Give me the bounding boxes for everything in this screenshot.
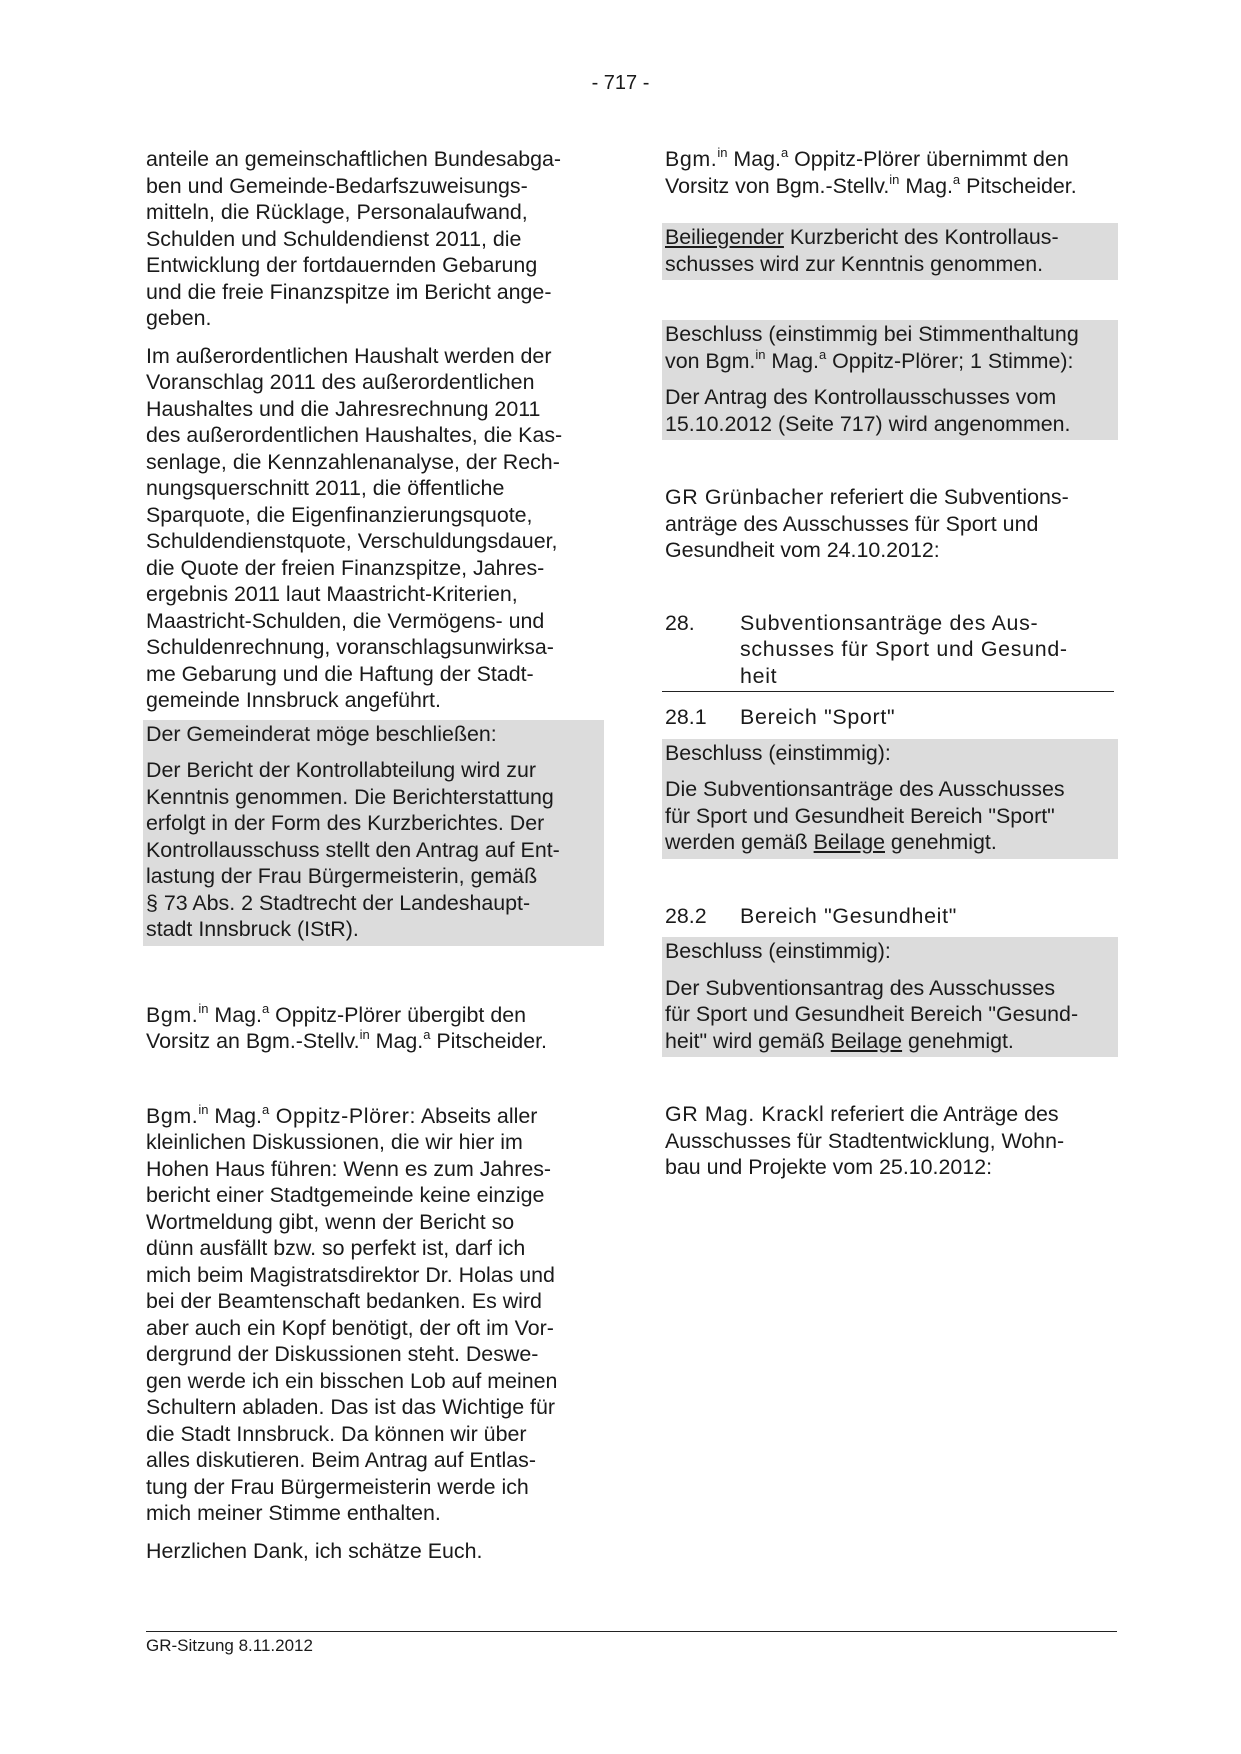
text-line <box>665 146 1120 173</box>
report-gruenbacher <box>665 484 1120 564</box>
text-line: die Stadt Innsbruck. Da können wir über <box>146 1421 527 1446</box>
text-line: für Sport und Gesundheit Bereich "Gesund- <box>665 1002 1079 1026</box>
superscript: a <box>780 145 789 160</box>
text-line: Der Bericht der Kontrollabteilung wird zur <box>146 758 536 782</box>
superscript: in <box>755 346 766 362</box>
mayor-speech <box>146 1103 601 1527</box>
chair-takeover <box>665 146 1120 199</box>
text-run: heit" wird gemäß <box>665 1028 831 1053</box>
text-line <box>665 484 1120 511</box>
chair-handover <box>146 1002 601 1055</box>
text-line: me Gebarung und die Haftung der Stadt- <box>146 661 534 686</box>
text-run: genehmigt. <box>884 830 997 854</box>
academic-title: Mag. <box>369 1029 424 1053</box>
text-line: Im außerordentlichen Haushalt werden der <box>146 343 552 368</box>
text-line: Schultern abladen. Das ist das Wichtige für <box>146 1395 556 1419</box>
text-line: gen werde ich ein bisschen Lob auf meinen <box>146 1368 558 1393</box>
speaker-title: Bgm. <box>665 147 718 171</box>
text-run: Pitscheider. <box>960 173 1077 198</box>
resolution-box <box>662 320 1118 440</box>
text-line: heit <box>740 663 778 688</box>
text-line <box>665 348 1115 375</box>
academic-title: Mag. <box>208 1002 262 1027</box>
text-line: des außerordentlichen Haushaltes, die Kas- <box>146 423 563 447</box>
attachment-link[interactable]: Beilage <box>830 1028 903 1053</box>
text-line: nungsquerschnitt 2011, die öffentliche <box>146 476 505 500</box>
text-run: Oppitz-Plörer; 1 Stimme): <box>826 348 1074 373</box>
speaker-title: Bgm. <box>146 1002 199 1027</box>
text-line: Kontrollausschuss stellt den Antrag auf Ent- <box>146 837 560 862</box>
superscript: in <box>198 1101 209 1117</box>
text-line: für Sport und Gesundheit Bereich "Sport" <box>665 803 1055 828</box>
text-line: tung der Frau Bürgermeisterin werde ich <box>146 1474 529 1499</box>
text-line: Ausschusses für Stadtentwicklung, Wohn- <box>665 1128 1065 1153</box>
agenda-number: 28.2 <box>665 903 707 928</box>
text-line: ben und Gemeinde-Bedarfszuweisungs- <box>146 173 528 198</box>
text-line: dergrund der Diskussionen steht. Deswe- <box>146 1342 539 1366</box>
academic-title: Mag. <box>727 147 781 171</box>
text-run: werden gemäß <box>665 830 814 854</box>
resolution-title: Beschluss (einstimmig): <box>665 939 891 963</box>
text-line <box>665 224 1115 251</box>
text-line: senlage, die Kennzahlenanalyse, der Rech- <box>146 449 560 474</box>
agenda-title: Bereich "Sport" <box>740 705 896 729</box>
text-line: lastung der Frau Bürgermeisterin, gemäß <box>146 864 538 888</box>
text-run: Vorsitz an Bgm.-Stellv. <box>146 1029 360 1053</box>
text-run: genehmigt. <box>902 1028 1014 1053</box>
text-line: bericht einer Stadtgemeinde keine einzige <box>146 1183 545 1207</box>
superscript: a <box>423 1027 431 1042</box>
speaker-title: Bgm. <box>146 1103 199 1128</box>
text-line: Wortmeldung gibt, wenn der Bericht so <box>146 1209 515 1234</box>
text-line: ergebnis 2011 laut Maastricht-Kriterien, <box>146 582 518 606</box>
text-run: referiert die Anträge des <box>824 1102 1059 1126</box>
agenda-title: Bereich "Gesundheit" <box>740 903 958 928</box>
speaker-name: GR Grünbacher <box>665 485 824 509</box>
text-line: kleinlichen Diskussionen, die wir hier im <box>146 1130 523 1154</box>
text-line: Entwicklung der fortdauernden Gebarung <box>146 253 538 277</box>
text-line: 15.10.2012 (Seite 717) wird angenommen. <box>665 411 1071 436</box>
paragraph-extraordinary-budget <box>146 343 601 714</box>
text-line: § 73 Abs. 2 Stadtrecht der Landeshaupt- <box>146 890 531 915</box>
text-line: Schulden und Schuldendienst 2011, die <box>146 226 522 251</box>
academic-title: Mag. <box>899 173 953 198</box>
superscript: in <box>359 1027 370 1042</box>
text-line: Kenntnis genommen. Die Berichterstattung <box>146 784 554 809</box>
page-number: - 717 - <box>591 72 650 94</box>
speaker-name: GR Mag. Krackl <box>665 1102 825 1126</box>
text-line: gemeinde Innsbruck angeführt. <box>146 688 441 712</box>
academic-title: Mag. <box>208 1103 262 1128</box>
text-line: bei der Beamtenschaft bedanken. Es wird <box>146 1289 542 1313</box>
text-line <box>665 173 1120 200</box>
motion-box <box>143 720 604 946</box>
text-line: Subventionsanträge des Aus- <box>740 610 1039 635</box>
agenda-item-28 <box>665 610 1120 690</box>
text-line: und die freie Finanzspitze im Bericht ange- <box>146 279 552 304</box>
text-line: mich meiner Stimme enthalten. <box>146 1501 441 1525</box>
text-line <box>665 1028 1115 1055</box>
text-run: Pitscheider. <box>430 1029 547 1053</box>
agenda-number: 28.1 <box>665 705 707 729</box>
text-run: Kurzbericht des Kontrollaus- <box>783 225 1059 249</box>
attachment-link[interactable]: Beiliegender <box>665 225 784 249</box>
text-line: geben. <box>146 306 212 330</box>
superscript: a <box>818 346 827 362</box>
text-line: Voranschlag 2011 des außerordentlichen <box>146 370 535 394</box>
superscript: a <box>261 1101 270 1117</box>
report-note-box <box>662 223 1118 280</box>
agenda-title <box>740 610 1120 690</box>
speaker-name: Oppitz-Plörer: <box>269 1103 417 1128</box>
text-line: Gesundheit vom 24.10.2012: <box>665 538 940 562</box>
superscript: a <box>261 1000 270 1016</box>
text-line: erfolgt in der Form des Kurzberichtes. Der <box>146 811 545 835</box>
agenda-item-28-1 <box>665 704 1120 731</box>
text-line: Der Subventionsantrag des Ausschusses <box>665 975 1056 1000</box>
superscript: in <box>717 145 728 160</box>
resolution-title: Beschluss (einstimmig bei Stimmenthaltung <box>665 322 1079 346</box>
text-run: Oppitz-Plörer übernimmt den <box>788 147 1069 171</box>
agenda-item-28-2 <box>665 903 1120 930</box>
text-line <box>146 1028 601 1055</box>
superscript: a <box>952 171 961 187</box>
text-line: Haushaltes und die Jahresrechnung 2011 <box>146 396 541 421</box>
left-column <box>146 146 601 1564</box>
motion-title: Der Gemeinderat möge beschließen: <box>146 721 497 746</box>
text-line <box>665 829 1115 856</box>
text-line: Hohen Haus führen: Wenn es zum Jahres- <box>146 1156 552 1181</box>
text-line <box>665 1101 1120 1128</box>
resolution-sport-box <box>662 739 1118 859</box>
academic-title: Mag. <box>765 348 819 373</box>
speech-closing: Herzlichen Dank, ich schätze Euch. <box>146 1538 483 1563</box>
text-line: anteile an gemeinschaftlichen Bundesabga- <box>146 147 562 171</box>
footer-session-date: GR-Sitzung 8.11.2012 <box>146 1636 313 1655</box>
text-line: Maastricht-Schulden, die Vermögens- und <box>146 608 545 633</box>
text-line: alles diskutieren. Beim Antrag auf Entlas- <box>146 1448 536 1472</box>
text-line: aber auch ein Kopf benötigt, der oft im Vor- <box>146 1315 554 1340</box>
text-line: mitteln, die Rücklage, Personalaufwand, <box>146 200 528 224</box>
text-line <box>146 1002 601 1029</box>
text-line: anträge des Ausschusses für Sport und <box>665 511 1039 536</box>
report-krackl <box>665 1101 1120 1181</box>
text-line: stadt Innsbruck (IStR). <box>146 917 359 941</box>
right-column <box>665 146 1120 1181</box>
superscript: in <box>889 171 900 187</box>
resolution-title: Beschluss (einstimmig): <box>665 740 891 765</box>
text-line: schusses wird zur Kenntnis genommen. <box>665 251 1044 276</box>
text-run: von Bgm. <box>665 348 756 373</box>
text-run: Oppitz-Plörer übergibt den <box>269 1002 527 1027</box>
text-line: mich beim Magistratsdirektor Dr. Holas und <box>146 1262 555 1287</box>
resolution-health-box <box>662 937 1118 1057</box>
text-line: dünn ausfällt bzw. so perfekt ist, darf ich <box>146 1236 526 1260</box>
superscript: in <box>198 1000 209 1016</box>
paragraph-ordinary-budget <box>146 146 601 332</box>
text-line: Die Subventionsanträge des Ausschusses <box>665 777 1065 801</box>
text-run: Abseits aller <box>416 1103 538 1128</box>
agenda-number: 28. <box>665 610 695 635</box>
text-line: Schuldenrechnung, voranschlagsunwirksa- <box>146 635 554 659</box>
text-run: Vorsitz von Bgm.-Stellv. <box>665 173 890 198</box>
text-line: schusses für Sport und Gesund- <box>740 637 1068 661</box>
footer-divider <box>146 1631 1117 1632</box>
text-line <box>146 1103 601 1130</box>
text-line: bau und Projekte vom 25.10.2012: <box>665 1155 993 1179</box>
text-run: referiert die Subventions- <box>823 485 1069 509</box>
text-line: Der Antrag des Kontrollausschusses vom <box>665 385 1057 409</box>
attachment-link[interactable]: Beilage <box>813 830 885 854</box>
text-line: die Quote der freien Finanzspitze, Jahres- <box>146 555 545 580</box>
text-line: Sparquote, die Eigenfinanzierungsquote, <box>146 502 533 527</box>
heading-divider <box>662 691 1114 692</box>
text-line: Schuldendienstquote, Verschuldungsdauer, <box>146 529 558 553</box>
